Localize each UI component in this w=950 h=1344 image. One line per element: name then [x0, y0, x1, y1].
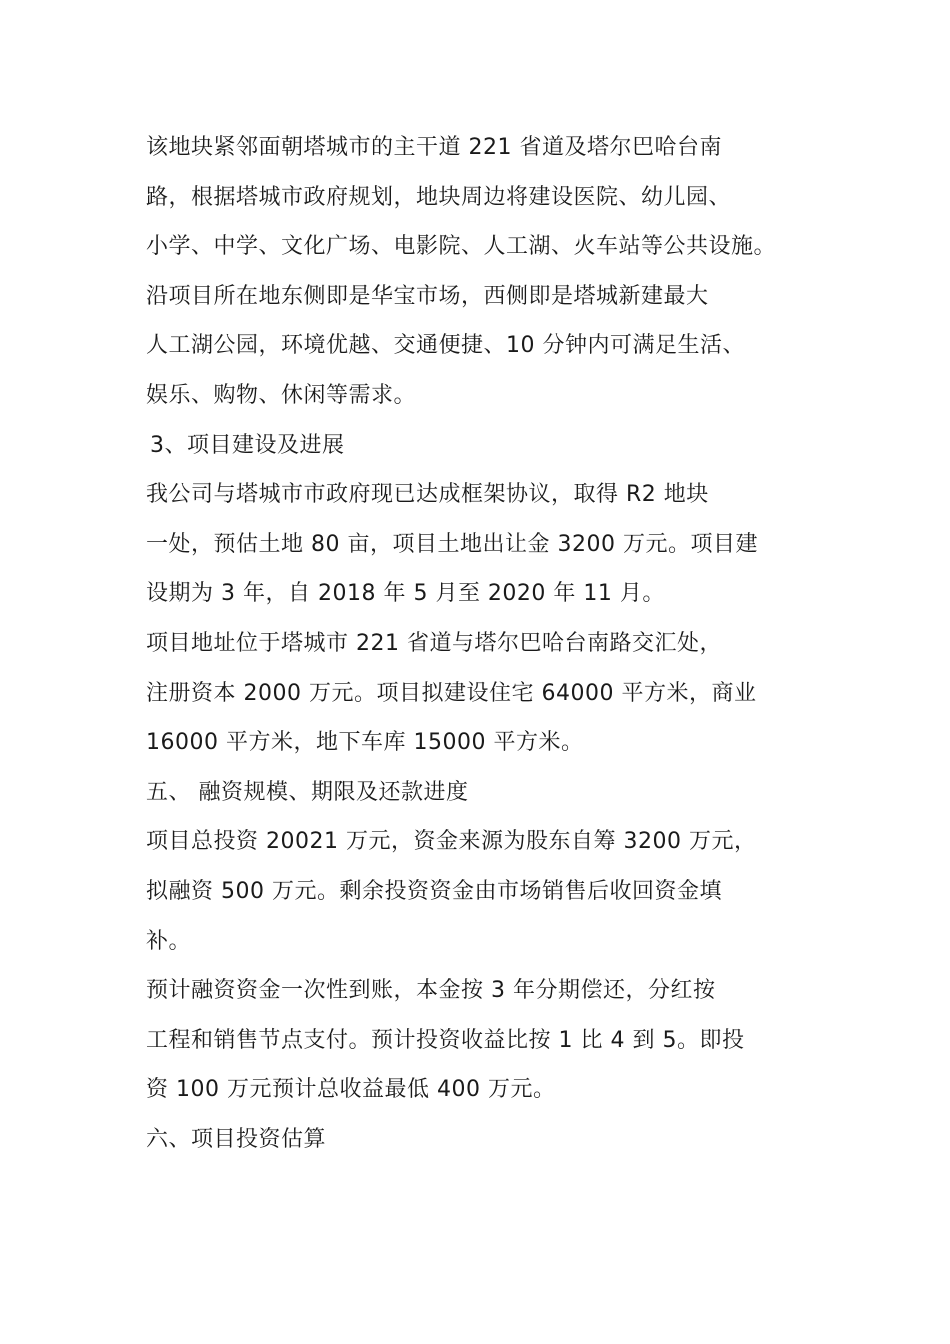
- paragraph-line: 项目总投资 20021 万元，资金来源为股东自筹 3200 万元，: [146, 829, 757, 855]
- paragraph-line: 16000 平方米，地下车库 15000 平方米。: [146, 730, 584, 756]
- paragraph-line: 娱乐、购物、休闲等需求。: [146, 382, 417, 408]
- paragraph-line: 沿项目所在地东侧即是华宝市场，西侧即是塔城新建最大: [146, 283, 709, 309]
- paragraph-line: 路，根据塔城市政府规划，地块周边将建设医院、幼儿园、: [146, 184, 732, 210]
- section-heading: 五、 融资规模、期限及还款进度: [146, 779, 469, 805]
- paragraph-line: 一处，预估土地 80 亩，项目土地出让金 3200 万元。项目建: [146, 531, 758, 557]
- section-heading: 3、项目建设及进展: [150, 432, 345, 458]
- paragraph-line: 工程和销售节点支付。预计投资收益比按 1 比 4 到 5。即投: [146, 1027, 745, 1053]
- paragraph-line: 小学、中学、文化广场、电影院、人工湖、火车站等公共设施。: [146, 234, 777, 260]
- paragraph-line: 补。: [146, 928, 192, 954]
- paragraph-line: 拟融资 500 万元。剩余投资资金由市场销售后收回资金填: [146, 878, 722, 904]
- paragraph-line: 设期为 3 年，自 2018 年 5 月至 2020 年 11 月。: [146, 581, 665, 607]
- paragraph-line: 人工湖公园，环境优越、交通便捷、10 分钟内可满足生活、: [146, 333, 745, 359]
- paragraph-line: 该地块紧邻面朝塔城市的主干道 221 省道及塔尔巴哈台南: [146, 135, 722, 160]
- section-heading: 六、项目投资估算: [146, 1126, 327, 1152]
- paragraph-line: 预计融资资金一次性到账，本金按 3 年分期偿还，分红按: [146, 978, 716, 1004]
- document-body: [146, 123, 826, 1164]
- paragraph-line: 项目地址位于塔城市 221 省道与塔尔巴哈台南路交汇处，: [146, 630, 722, 656]
- paragraph-line: 资 100 万元预计总收益最低 400 万元。: [146, 1077, 556, 1103]
- paragraph-line: 注册资本 2000 万元。项目拟建设住宅 64000 平方米，商业: [146, 680, 757, 706]
- paragraph-line: 我公司与塔城市市政府现已达成框架协议，取得 R2 地块: [146, 482, 709, 508]
